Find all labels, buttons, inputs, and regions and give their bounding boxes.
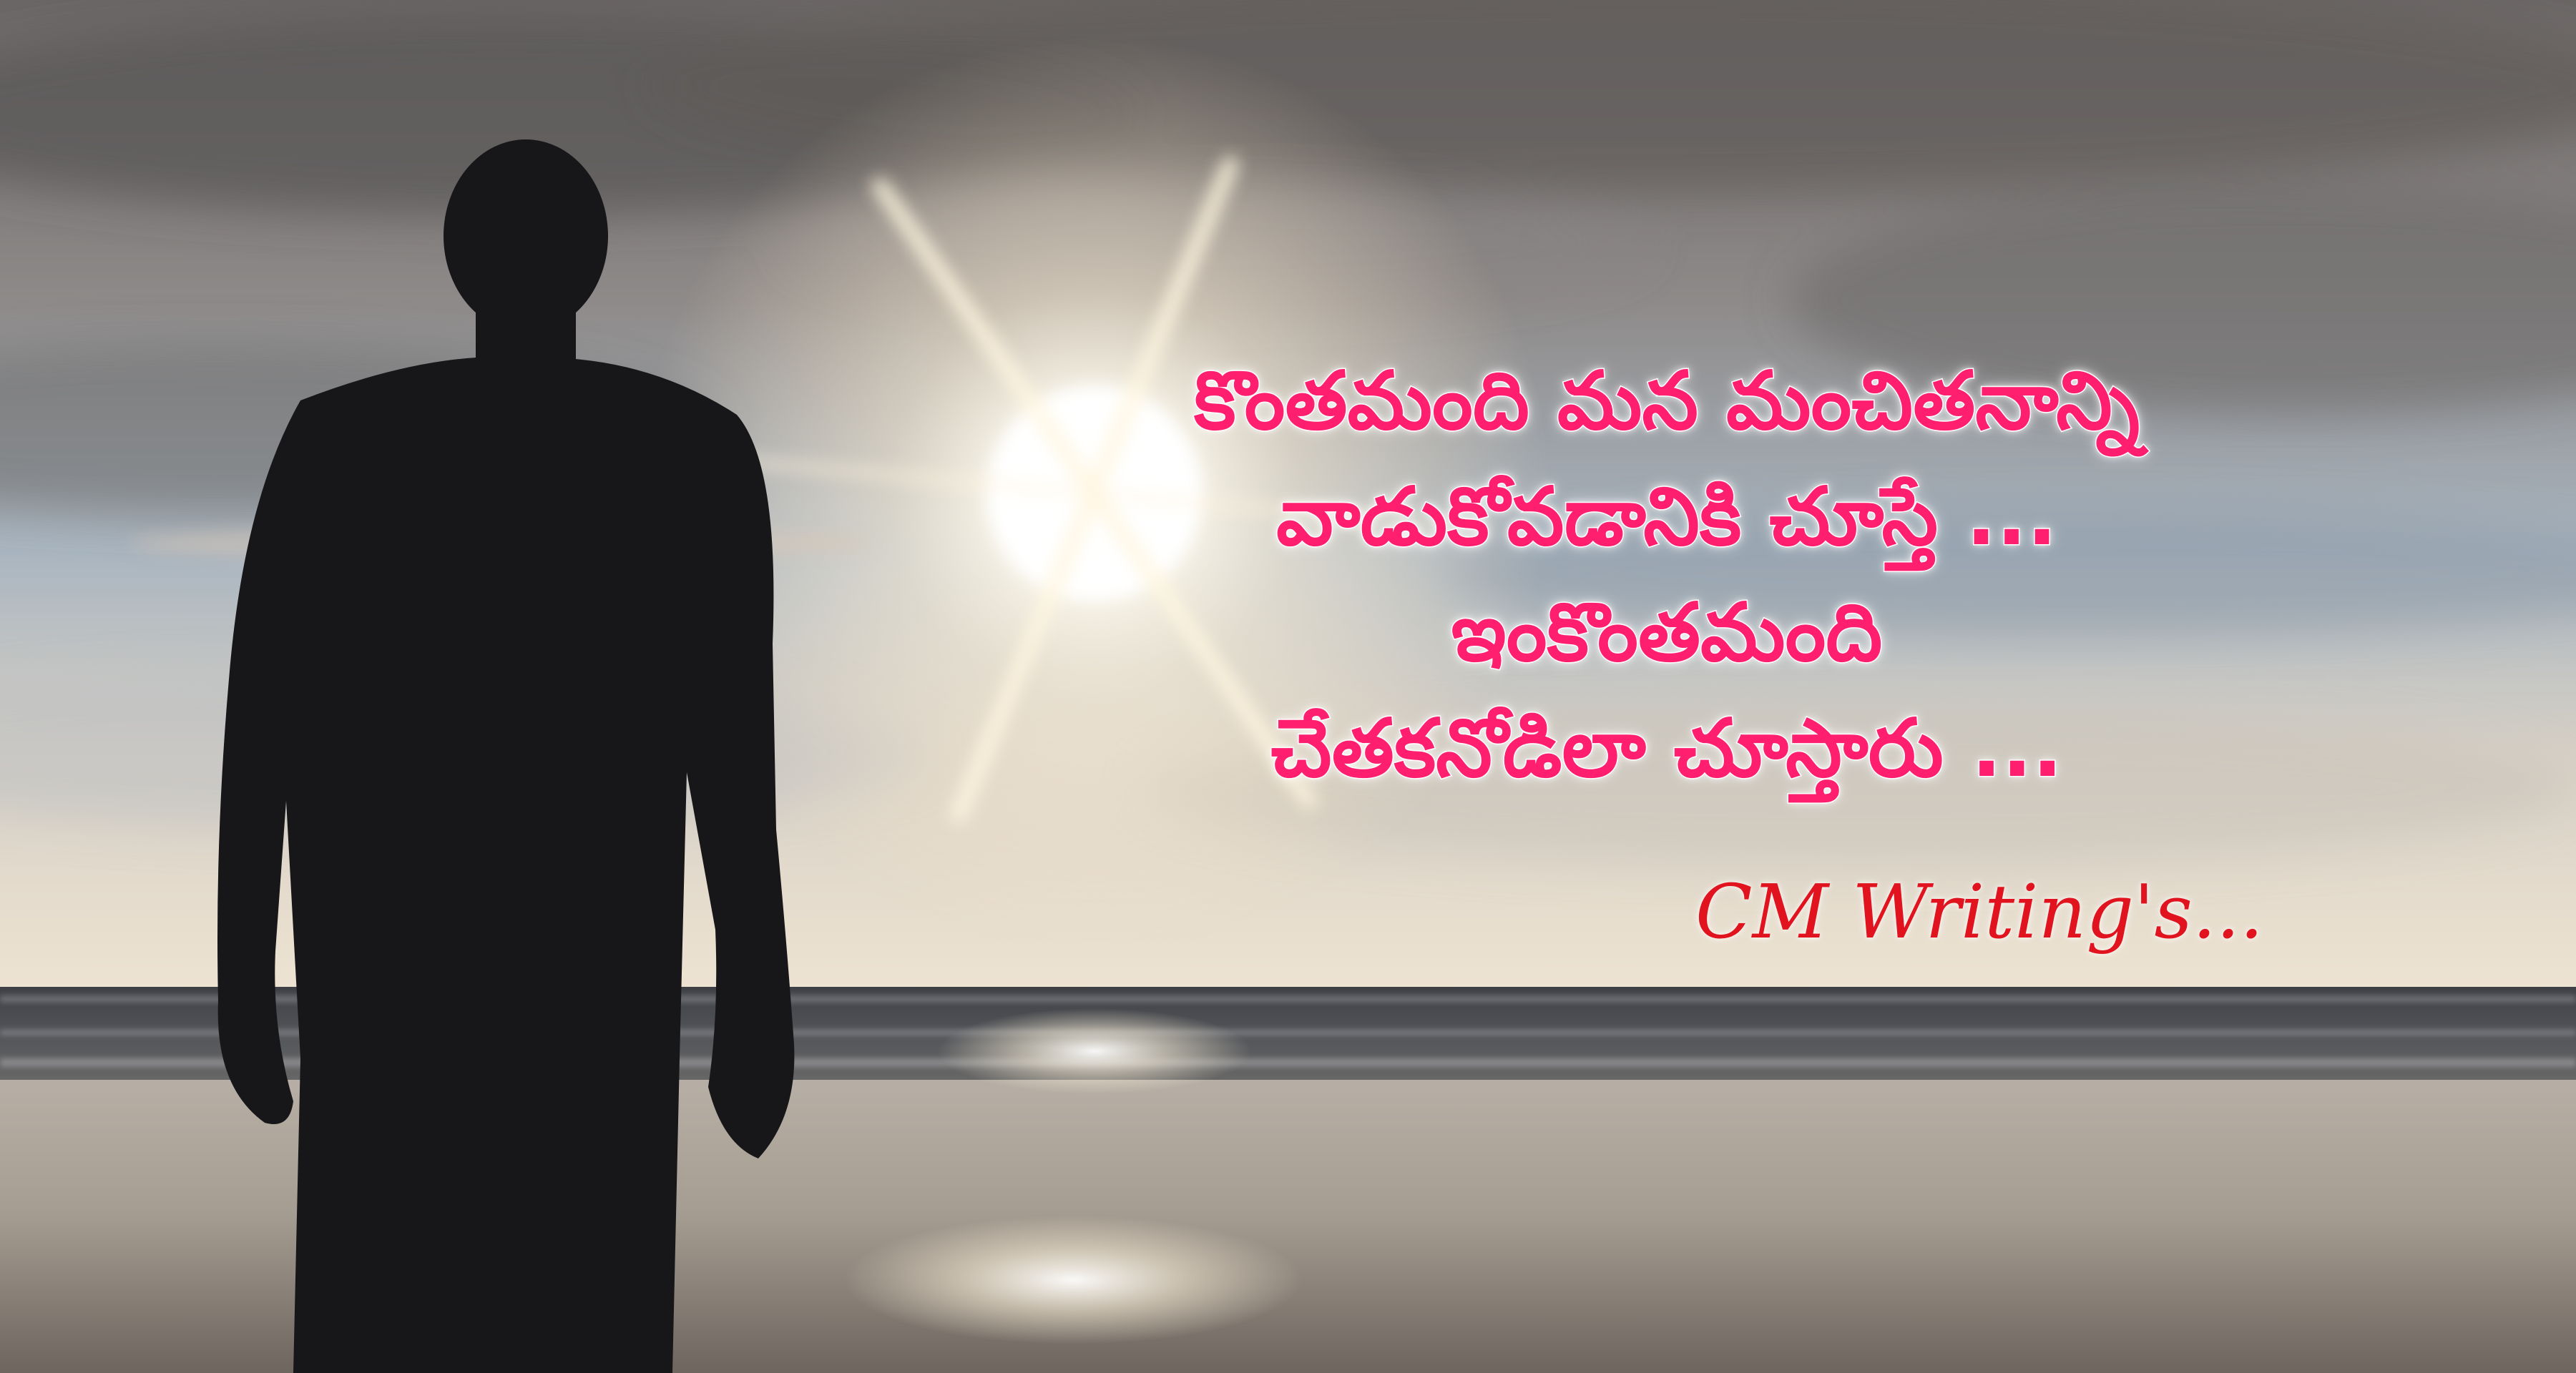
telugu-quote xyxy=(987,343,2346,807)
sea-reflection xyxy=(937,1008,1252,1094)
quote-line-3: ఇంకొంతమంది xyxy=(1451,586,1883,679)
quote-line-4: చేతకనోడిలా చూస్తారు ... xyxy=(1270,702,2063,795)
quote-line-2: వాడుకోవడానికి చూస్తే ... xyxy=(1276,471,2057,564)
author-signature: CM Writing's... xyxy=(1695,868,2264,955)
sand-reflection xyxy=(844,1216,1302,1344)
quote-line-1: కొంతమంది మన మంచితనాన్ని xyxy=(1194,355,2140,448)
